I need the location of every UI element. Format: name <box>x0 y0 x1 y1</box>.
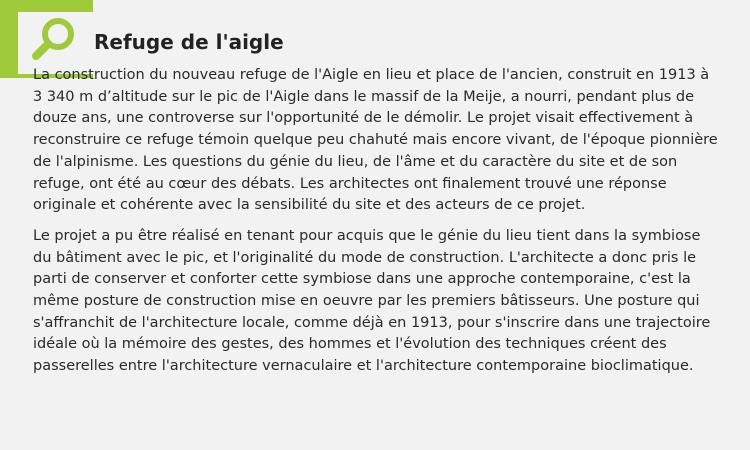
paragraph: La construction du nouveau refuge de l'Aigle en lieu et place de l'ancien, construit en 1913 à 3 340 m d’altitude sur le pic de l'Aigle dans le massif de la Meije, a nourri, pendant plus de douze ans, une controverse sur l'opportunité de le démolir. Le projet visait effectivement à reconstruire ce refuge témoin quelque peu chahuté mais encore vivant, de l'époque pionnière de l'alpinisme. Les questions du génie du lieu, de l'âme et du caractère du site et de son refuge, ont été au cœur des débats. Les architectes ont finalement trouvé une réponse originale et cohérente avec la sensibilité du site et des acteurs de ce projet. <box>33 67 718 214</box>
article-body <box>33 65 723 387</box>
paragraph: Le projet a pu être réalisé en tenant pour acquis que le génie du lieu tient dans la symbiose du bâtiment avec le pic, et l'originalité du mode de construction. L'architecte a donc pris le parti de conserver et conforter cette symbiose dans une approche contemporaine, c'est la même posture de construction mise en oeuvre par les premiers bâtisseurs. Une posture qui s'affranchit de l'architecture locale, comme déjà en 1913, pour s'inscrire dans une trajectoire idéale où la mémoire des gestes, des hommes et l'évolution des techniques créent des passerelles entre l'architecture vernaculaire et l'architecture contemporaine bioclimatique. <box>33 227 711 375</box>
search-icon <box>26 12 82 68</box>
page-title: Refuge de l'aigle <box>94 30 284 54</box>
